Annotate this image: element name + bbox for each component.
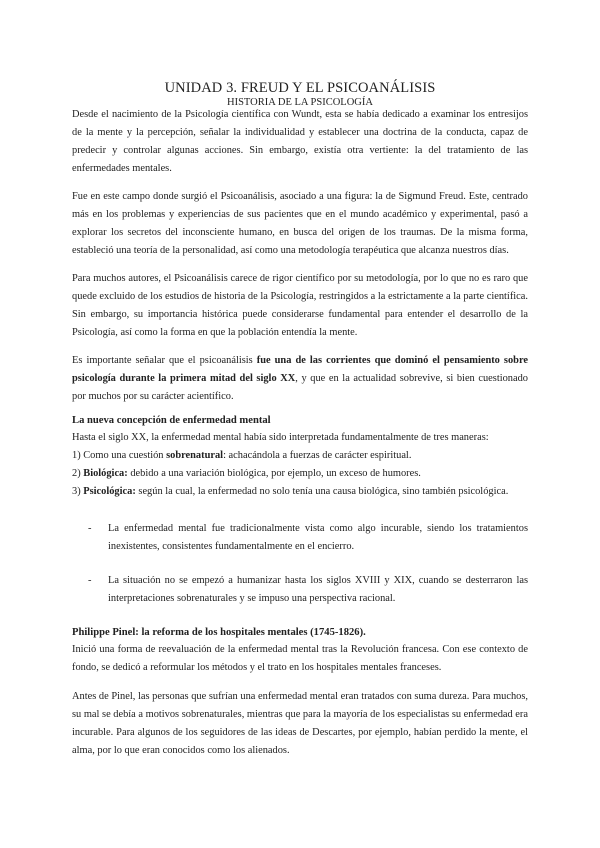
list-item-biological xyxy=(72,465,528,483)
section-heading-pinel: Philippe Pinel: la reforma de los hospitales mentales (1745-1826). xyxy=(72,627,366,638)
list-item-text: según la cual, la enfermedad no solo tenía una causa biológica, sino también psicológica. xyxy=(135,486,509,497)
paragraph-importance xyxy=(72,352,528,406)
bullet-text: La enfermedad mental fue tradicionalmente vista como algo incurable, siendo los tratamientos inexistentes, consistentes fundamentalmente en el encierro. xyxy=(108,523,528,552)
section-heading-mental-illness: La nueva concepción de enfermedad mental xyxy=(72,415,271,426)
list-item-term: Biológica: xyxy=(83,468,128,479)
bullet-dash: - xyxy=(88,523,92,534)
list-item-supernatural xyxy=(72,447,528,465)
page-title: UNIDAD 3. FREUD Y EL PSICOANÁLISIS xyxy=(164,80,436,96)
paragraph-before-pinel: Antes de Pinel, las personas que sufrían una enfermedad mental eran tratados con suma dureza. Para muchos, su mal se debía a motivos sobrenaturales, mientras que para la mayoría de los especialistas su enfermedad era incurable. Para algunos de los seguidores de las ideas de Descartes, por ejemplo, habían perdido la mente, el alma, por lo que eran conocidos como los alienados. xyxy=(72,691,528,756)
page-subtitle: HISTORIA DE LA PSICOLOGÍA xyxy=(227,97,373,108)
bullet-humanization xyxy=(88,572,528,608)
list-item-number: 2) xyxy=(72,468,84,479)
list-item-psychological xyxy=(72,483,528,501)
paragraph-intro: Desde el nacimiento de la Psicología científica con Wundt, esta se había dedicado a examinar los entresijos de la mente y la percepción, señalar la individualidad y establecer una doctrina de la conducta, capaz de predecir y controlar algunas acciones. Sin embargo, existía otra vertiente: la del tratamiento de las enfermedades mentales. xyxy=(72,109,528,174)
list-item-number: 3) xyxy=(72,486,84,497)
list-item-term: Psicológica: xyxy=(83,486,136,497)
paragraph-importance-emphasis: fue una de las corrientes que dominó el pensamiento sobre psicología durante la primera mitad del siglo XX xyxy=(72,355,528,384)
paragraph-importance-end: , y que en la actualidad sobrevive, si bien cuestionado por muchos por su carácter acientífico. xyxy=(72,373,528,402)
list-item-number: 1) Como una cuestión xyxy=(72,450,167,461)
list-item-text: debido a una variación biológica, por ejemplo, un exceso de humores. xyxy=(127,468,421,479)
paragraph-importance-start: Es importante señalar que el psicoanálisis xyxy=(72,355,257,366)
list-item-text: : achacándola a fuerzas de carácter espiritual. xyxy=(223,450,412,461)
list-item-term: sobrenatural xyxy=(166,450,224,461)
paragraph-criticism: Para muchos autores, el Psicoanálisis carece de rigor científico por su metodología, por lo que no es raro que quede excluido de los estudios de historia de la Psicología, restringidos a la estrictamente a la parte científica. Sin embargo, su importancia histórica puede considerarse fundamental para entender el desarrollo de la Psicología, así como la forma en que la población entendía la mente. xyxy=(72,273,528,338)
paragraph-pinel: Inició una forma de reevaluación de la enfermedad mental tras la Revolución francesa. Con ese contexto de fondo, se dedicó a reformular los métodos y el trato en los hospitales mentales franceses. xyxy=(72,644,528,673)
section-intro: Hasta el siglo XX, la enfermedad mental había sido interpretada fundamentalmente de tres maneras: xyxy=(72,432,489,443)
bullet-text: La situación no se empezó a humanizar hasta los siglos XVIII y XIX, cuando se desterraron las interpretaciones sobrenaturales y se impuso una perspectiva racional. xyxy=(108,575,528,604)
bullet-dash: - xyxy=(88,575,92,586)
bullet-incurable xyxy=(88,520,528,556)
paragraph-freud: Fue en este campo donde surgió el Psicoanálisis, asociado a una figura: la de Sigmund Freud. Este, centrado más en los problemas y experiencias de sus pacientes que en el mundo académico y experimental, pasó a explorar los secretos del inconsciente humano, en busca del origen de los traumas. De la misma forma, estableció una teoría de la personalidad, así como una metodología terapéutica que alcanza nuestros días. xyxy=(72,191,528,256)
